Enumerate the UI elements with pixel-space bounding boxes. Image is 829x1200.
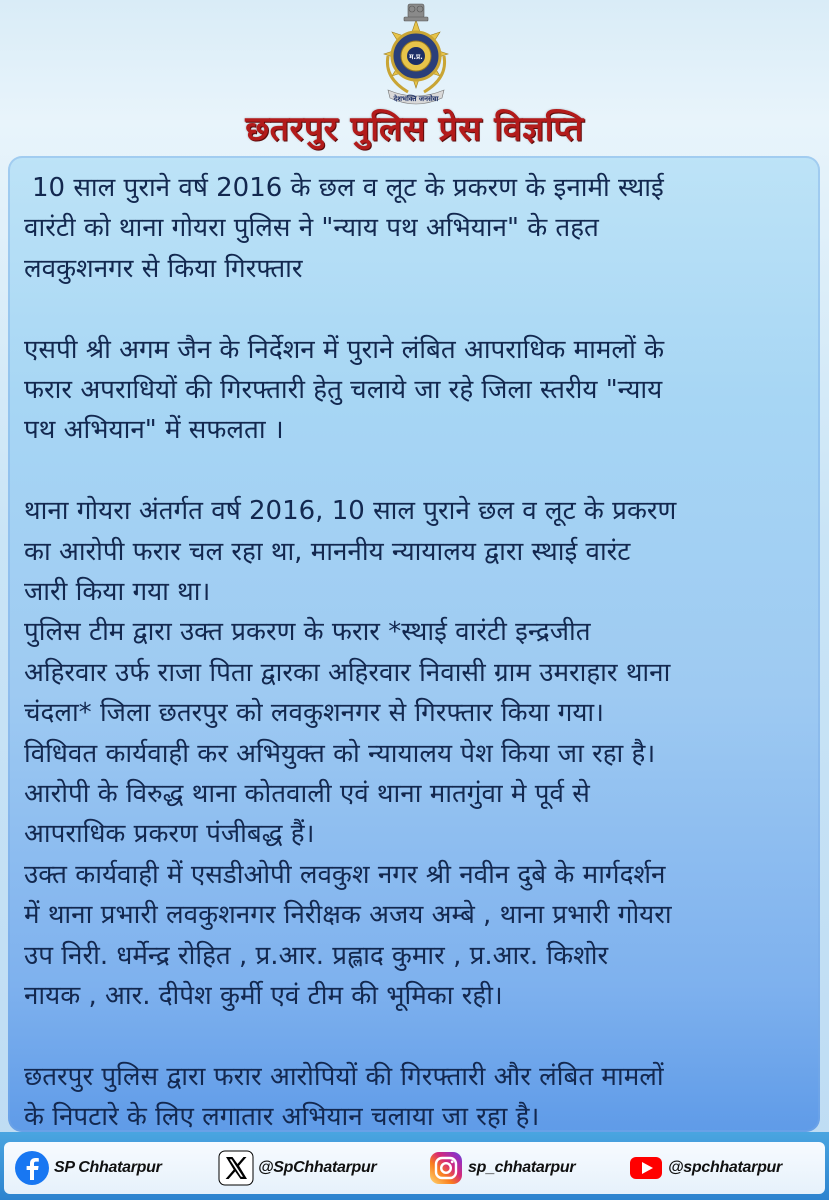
spacer	[24, 451, 804, 491]
facebook-label: SP Chhatarpur	[54, 1159, 162, 1176]
facebook-link[interactable]	[14, 1148, 162, 1188]
body-line: का आरोपी फरार चल रहा था, माननीय न्यायालय द्वारा स्थाई वारंट	[24, 536, 631, 567]
headline-line: वारंटी को थाना गोयरा पुलिस ने "न्याय पथ अभियान" के तहत	[24, 213, 599, 244]
spacer	[24, 289, 804, 329]
body-line: उप निरी. धर्मेन्द्र रोहित , प्र.आर. प्रह्लाद कुमार , प्र.आर. किशोर	[24, 940, 609, 971]
youtube-icon	[628, 1150, 664, 1186]
body-line: थाना गोयरा अंतर्गत वर्ष 2016, 10 साल पुराने छल व लूट के प्रकरण	[24, 496, 677, 527]
headline-line: 10 साल पुराने वर्ष 2016 के छल व लूट के प्रकरण के इनामी स्थाई	[32, 173, 664, 203]
closing-line: के निपटारे के लिए लगातार अभियान चलाया जा रहा है।	[24, 1102, 540, 1133]
body-line: उक्त कार्यवाही में एसडीओपी लवकुश नगर श्री नवीन दुबे के मार्गदर्शन	[24, 859, 666, 890]
x-icon	[218, 1150, 254, 1186]
intro-line: फरार अपराधियों की गिरफ्तारी हेतु चलाये जा रहे जिला स्तरीय "न्याय	[24, 375, 663, 406]
instagram-link[interactable]	[428, 1148, 575, 1188]
police-emblem-icon	[358, 2, 474, 112]
x-link[interactable]	[218, 1148, 376, 1188]
svg-text:म.प्र.: म.प्र.	[409, 53, 423, 61]
header	[0, 0, 829, 152]
press-release-body	[24, 168, 804, 1138]
youtube-link[interactable]	[628, 1148, 782, 1188]
intro-line: एसपी श्री अगम जैन के निर्देशन में पुराने लंबित आपराधिक मामलों के	[24, 334, 665, 365]
headline-line: लवकुशनगर से किया गिरफ्तार	[24, 253, 303, 284]
social-footer	[0, 1132, 829, 1200]
instagram-icon	[428, 1150, 464, 1186]
x-label: @SpChhatarpur	[258, 1159, 377, 1176]
body-line: विधिवत कार्यवाही कर अभियुक्त को न्यायालय पेश किया जा रहा है।	[24, 738, 656, 769]
body-line: में थाना प्रभारी लवकुशनगर निरीक्षक अजय अम्बे , थाना प्रभारी गोयरा	[24, 900, 672, 931]
body-line: अहिरवार उर्फ राजा पिता द्वारका अहिरवार निवासी ग्राम उमराहार थाना	[24, 657, 671, 688]
instagram-label: sp_chhatarpur	[468, 1159, 576, 1176]
body-line: नायक , आर. दीपेश कुर्मी एवं टीम की भूमिका रही।	[24, 981, 503, 1012]
youtube-label: @spchhatarpur	[668, 1159, 782, 1176]
page-title: छतरपुर पुलिस प्रेस विज्ञप्ति	[245, 109, 584, 149]
body-line: आपराधिक प्रकरण पंजीबद्ध हैं।	[24, 819, 315, 850]
body-line: जारी किया गया था।	[24, 577, 211, 608]
body-line: आरोपी के विरुद्ध थाना कोतवाली एवं थाना मातगुंवा मे पूर्व से	[24, 779, 590, 810]
intro-line: पथ अभियान" में सफलता ।	[24, 415, 284, 446]
facebook-icon	[14, 1150, 50, 1186]
spacer	[24, 1017, 804, 1057]
emblem-motto: देशभक्ति जनसेवा	[393, 95, 439, 103]
body-line: चंदला* जिला छतरपुर को लवकुशनगर से गिरफ्तार किया गया।	[24, 698, 605, 729]
body-line: पुलिस टीम द्वारा उक्त प्रकरण के फरार *स्थाई वारंटी इन्द्रजीत	[24, 617, 591, 648]
closing-line: छतरपुर पुलिस द्वारा फरार आरोपियों की गिरफ्तारी और लंबित मामलों	[24, 1061, 664, 1092]
